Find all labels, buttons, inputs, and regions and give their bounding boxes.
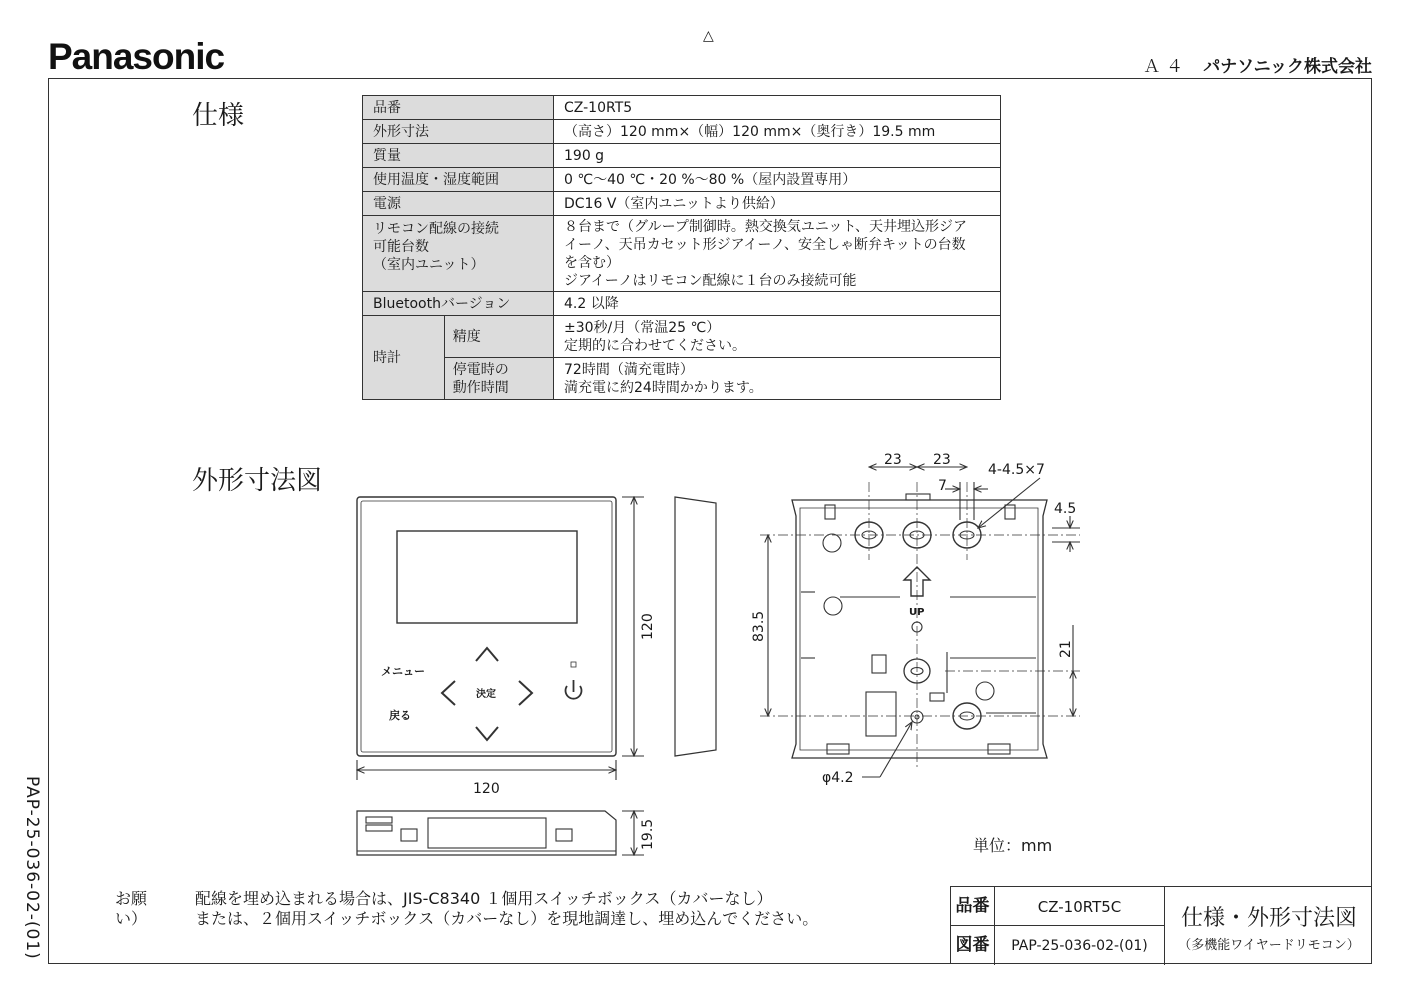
dim-holes: 4-4.5×7 (988, 462, 1045, 478)
drawing-number-label: 図番 (951, 926, 995, 965)
spec-key-accuracy: 精度 (444, 316, 553, 358)
doc-subtitle: （多機能ワイヤードリモコン） (1178, 938, 1360, 953)
spec-value: CZ-10RT5 (554, 96, 1001, 120)
back-label: 戻る (389, 709, 411, 722)
enter-label: 決定 (476, 689, 496, 700)
value-line: 72時間（満充電時） (564, 362, 694, 378)
part-value: CZ-10RT5C (995, 887, 1165, 926)
note-line-2: または、２個用スイッチボックス（カバーなし）を現地調達し、埋め込んでください。 (195, 909, 819, 928)
spec-key: 電源 (363, 192, 554, 216)
note-label: お願い） (115, 889, 148, 928)
menu-label: メニュー (381, 665, 425, 678)
value-line: ８台まで（グループ制御時。熱交換気ユニット、天井埋込形ジア (564, 219, 968, 235)
spec-value: DC16 V（室内ユニットより供給） (554, 192, 1001, 216)
dim-7: 7 (938, 478, 947, 494)
dim-83-5: 83.5 (751, 610, 767, 642)
value-line: 満充電に約24時間かかります。 (564, 380, 763, 396)
value-line: 定期的に合わせてください。 (564, 338, 746, 354)
value-line: ±30秒/月（常温25 ℃） (564, 320, 721, 336)
note-line-1: 配線を埋め込まれる場合は、JIS-C8340 １個用スイッチボックス（カバーなし） (195, 889, 773, 908)
value-line: イーノ、天吊カセット形ジアイーノ、安全しゃ断弁キットの台数 (564, 237, 966, 253)
part-label: 品番 (951, 887, 995, 926)
unit-label: 単位：mm (973, 836, 1053, 855)
dim-4-5: 4.5 (1054, 501, 1077, 517)
spec-key: 外形寸法 (363, 120, 554, 144)
dim-depth: 19.5 (640, 818, 656, 850)
company-label: パナソニック株式会社 (1203, 57, 1372, 77)
spec-value: 0 ℃〜40 ℃・20 %〜80 %（屋内設置専用） (554, 168, 1001, 192)
spec-key: Bluetoothバージョン (363, 292, 554, 316)
side-doc-id: PAP-25-036-02-(01) (22, 776, 42, 960)
dim-width: 120 (473, 781, 500, 797)
drawing-number-value: PAP-25-036-02-(01) (995, 926, 1165, 965)
brand-logo: Panasonic (48, 36, 225, 77)
key-line: 可能台数 (373, 239, 429, 255)
spec-heading: 仕様 (192, 101, 245, 131)
doc-title: 仕様・外形寸法図 (1180, 906, 1357, 931)
dim-21: 21 (1058, 640, 1074, 658)
back-view (792, 494, 1047, 758)
up-label: UP (909, 607, 925, 618)
spec-key: 使用温度・湿度範囲 (363, 168, 554, 192)
dim-23-right: 23 (933, 452, 951, 468)
spec-value: 4.2 以降 (554, 292, 1001, 316)
value-line: ジアイーノはリモコン配線に１台のみ接続可能 (564, 273, 857, 289)
key-line: リモコン配線の接続 (373, 221, 499, 237)
value-line: を含む） (564, 255, 620, 271)
dim-height: 120 (640, 613, 656, 640)
spec-value: 190 g (554, 144, 1001, 168)
title-cell (1165, 887, 1373, 965)
spec-key-clock: 時計 (363, 316, 445, 400)
key-line: 停電時の (452, 362, 509, 378)
key-line: （室内ユニット） (373, 257, 485, 273)
dim-hole-diameter: φ4.2 (822, 770, 854, 786)
dim-23-left: 23 (884, 452, 902, 468)
key-line: 動作時間 (452, 380, 509, 396)
paper-size: Ａ４ (1143, 57, 1190, 77)
side-view (675, 497, 716, 756)
title-block (950, 886, 1372, 964)
spec-value: （高さ）120 mm×（幅）120 mm×（奥行き）19.5 mm (554, 120, 1001, 144)
drawing-heading: 外形寸法図 (192, 466, 323, 496)
spec-key: 質量 (363, 144, 554, 168)
bottom-view (357, 811, 616, 855)
spec-key: 品番 (363, 96, 554, 120)
triangle-mark: △ (703, 28, 714, 44)
